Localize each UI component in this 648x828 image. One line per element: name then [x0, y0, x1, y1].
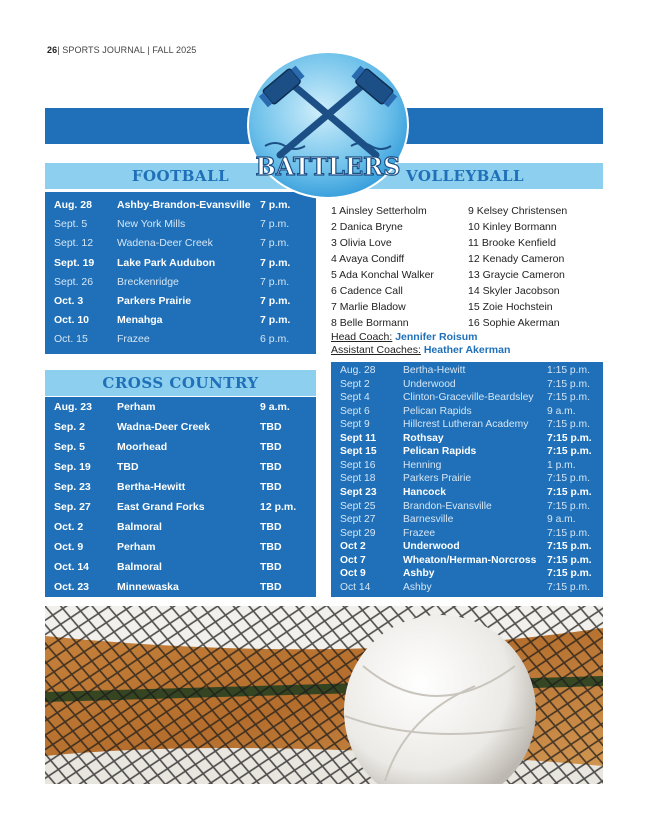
volleyball-opponent: Henning [403, 459, 442, 471]
volleyball-time: 7:15 p.m. [547, 568, 592, 580]
volleyball-row [331, 514, 603, 527]
cross-country-row [45, 441, 316, 455]
volleyball-opponent: Ashby [403, 568, 435, 580]
cross-country-time: TBD [260, 581, 282, 593]
cross-country-date: Sep. 2 [54, 421, 85, 433]
logo-wordmark: BATTLERS [255, 152, 401, 181]
cross-country-row [45, 561, 316, 575]
football-date: Sept. 19 [54, 256, 95, 269]
page-number: 26 [47, 45, 58, 55]
volleyball-date: Sept 25 [340, 500, 376, 512]
volleyball-date: Sept 11 [340, 432, 377, 444]
volleyball-time: 7:15 p.m. [547, 432, 592, 444]
football-title: FOOTBALL [131, 167, 230, 185]
volleyball-opponent: Underwood [403, 378, 456, 390]
volleyball-date: Oct 7 [340, 554, 366, 566]
football-time: 7 p.m. [260, 237, 290, 250]
football-time: 7 p.m. [260, 256, 291, 269]
volleyball-opponent: Pelican Rapids [403, 405, 472, 417]
cross-country-date: Oct. 23 [54, 581, 90, 593]
volleyball-time: 7:15 p.m. [547, 392, 590, 404]
roster-player: 14 Skyler Jacobson [468, 285, 560, 297]
football-date: Oct. 10 [54, 314, 90, 327]
football-date: Sept. 12 [54, 237, 94, 250]
volleyball-date: Sept 6 [340, 405, 370, 417]
roster-player: 1 Ainsley Setterholm [331, 205, 427, 217]
volleyball-opponent: Barnesville [403, 514, 454, 526]
cross-country-date: Oct. 9 [54, 541, 84, 553]
cross-country-opponent: Wadna-Deer Creek [117, 421, 210, 433]
roster-player: 13 Graycie Cameron [468, 269, 565, 281]
volleyball-date: Sept 23 [340, 486, 377, 498]
roster-player: 5 Ada Konchal Walker [331, 269, 434, 281]
roster-player: 10 Kinley Bormann [468, 221, 557, 233]
volleyball-date: Sept 18 [340, 473, 376, 485]
cross-country-opponent: Perham [117, 401, 156, 413]
volleyball-time: 7:15 p.m. [547, 500, 590, 512]
roster-player: 12 Kenady Cameron [468, 253, 565, 265]
football-row [45, 257, 316, 271]
volleyball-row [331, 541, 603, 554]
cross-country-time: TBD [260, 421, 282, 433]
cross-country-opponent: Moorhead [117, 441, 168, 453]
volleyball-time: 9 a.m. [547, 405, 576, 417]
cross-country-time: TBD [260, 541, 282, 553]
volleyball-row [331, 528, 603, 541]
cross-country-row [45, 421, 316, 435]
volleyball-row [331, 433, 603, 446]
cross-country-row [45, 401, 316, 415]
volleyball-row [331, 460, 603, 473]
head-coach-name: Jennifer Roisum [395, 331, 478, 343]
cross-country-row [45, 461, 316, 475]
cross-country-header [45, 370, 316, 396]
volleyball-title: VOLLEYBALL [406, 167, 525, 185]
cross-country-opponent: Balmoral [117, 521, 162, 533]
volleyball-row [331, 555, 603, 568]
volleyball-time: 1 p.m. [547, 459, 576, 471]
volleyball-opponent: Frazee [403, 527, 436, 539]
page-folio [47, 45, 196, 55]
cross-country-date: Sep. 19 [54, 461, 91, 473]
volleyball-time: 7:15 p.m. [547, 419, 590, 431]
volleyball-row [331, 365, 603, 378]
roster-player: 16 Sophie Akerman [468, 317, 560, 329]
football-time: 7 p.m. [260, 295, 291, 307]
volleyball-row [331, 392, 603, 405]
volleyball-opponent: Parkers Prairie [403, 473, 472, 485]
football-time: 7 p.m. [260, 314, 291, 327]
roster-player: 7 Marlie Bladow [331, 301, 406, 313]
volleyball-opponent: Rothsay [403, 432, 444, 444]
football-opponent: Wadena-Deer Creek [117, 237, 213, 250]
volleyball-time: 7:15 p.m. [547, 486, 592, 498]
cross-country-date: Sep. 5 [54, 441, 85, 453]
roster-player: 15 Zoie Hochstein [468, 301, 553, 313]
football-opponent: Parkers Prairie [117, 295, 192, 307]
volleyball-date: Sept 2 [340, 378, 370, 390]
football-opponent: Lake Park Audubon [117, 256, 216, 269]
football-date: Aug. 28 [54, 199, 92, 211]
football-date: Sept. 5 [54, 218, 88, 231]
cross-country-opponent: East Grand Forks [117, 501, 205, 513]
football-row [45, 218, 316, 232]
volleyball-date: Sept 27 [340, 514, 376, 526]
volleyball-row [331, 446, 603, 459]
volleyball-opponent: Bertha-Hewitt [403, 365, 466, 376]
football-time: 6 p.m. [260, 333, 290, 346]
cross-country-time: TBD [260, 561, 282, 573]
football-time: 7 p.m. [260, 199, 291, 211]
battlers-logo [245, 50, 411, 200]
cross-country-date: Sep. 23 [54, 481, 91, 493]
volleyball-time: 7:15 p.m. [547, 541, 592, 553]
volleyball-opponent: Ashby [403, 581, 432, 593]
volleyball-opponent: Underwood [403, 541, 460, 553]
volleyball-opponent: Hillcrest Lutheran Academy [403, 419, 529, 431]
head-coach-line [331, 331, 478, 343]
assistant-coach-line [331, 344, 510, 356]
cross-country-opponent: Bertha-Hewitt [117, 481, 186, 493]
volleyball-header [400, 163, 603, 189]
football-row [45, 333, 316, 347]
football-opponent: New York Mills [117, 218, 186, 231]
cross-country-time: 12 p.m. [260, 501, 297, 513]
volleyball-row [331, 406, 603, 419]
cross-country-schedule [45, 397, 316, 597]
volleyball-row [331, 501, 603, 514]
roster-player: 9 Kelsey Christensen [468, 205, 568, 217]
volleyball-row [331, 487, 603, 500]
volleyball-time: 7:15 p.m. [547, 378, 590, 390]
roster-player: 11 Brooke Kenfield [468, 237, 556, 249]
cross-country-row [45, 521, 316, 535]
volleyball-row [331, 568, 603, 581]
volleyball-date: Sept 9 [340, 419, 370, 431]
roster-player: 2 Danica Bryne [331, 221, 403, 233]
football-row [45, 199, 316, 213]
folio-text: | SPORTS JOURNAL | FALL 2025 [57, 45, 197, 55]
volleyball-time: 7:15 p.m. [547, 473, 590, 485]
football-date: Sept. 26 [54, 275, 94, 288]
volleyball-row [331, 419, 603, 432]
cross-country-opponent: TBD [117, 461, 139, 473]
football-row [45, 295, 316, 309]
volleyball-opponent: Wheaton/Herman-Norcross [403, 554, 537, 566]
cross-country-opponent: Balmoral [117, 561, 162, 573]
volleyball-date: Sept 15 [340, 446, 377, 458]
cross-country-title: CROSS COUNTRY [102, 374, 259, 392]
football-opponent: Frazee [117, 333, 150, 346]
volleyball-opponent: Pelican Rapids [403, 446, 477, 458]
cross-country-time: 9 a.m. [260, 401, 290, 413]
roster-player: 8 Belle Bormann [331, 317, 409, 329]
volleyball-date: Oct 14 [340, 581, 371, 593]
football-time: 7 p.m. [260, 218, 290, 231]
volleyball-date: Aug. 28 [340, 365, 376, 376]
football-opponent: Breckenridge [117, 275, 179, 288]
volleyball-time: 9 a.m. [547, 514, 576, 526]
assistant-coach-name: Heather Akerman [423, 344, 511, 356]
roster-player: 6 Cadence Call [331, 285, 403, 297]
football-time: 7 p.m. [260, 275, 290, 288]
volleyball-row [331, 473, 603, 486]
volleyball-time: 7:15 p.m. [547, 554, 592, 566]
cross-country-time: TBD [260, 461, 282, 473]
head-coach-label: Head Coach: [331, 331, 393, 343]
volleyball-opponent: Brandon-Evansville [403, 500, 492, 512]
volleyball-opponent: Hancock [403, 486, 446, 498]
volleyball-schedule [331, 362, 603, 597]
cross-country-row [45, 541, 316, 555]
volleyball-time: 7:15 p.m. [547, 527, 590, 539]
cross-country-row [45, 481, 316, 495]
volleyball-time: 7:15 p.m. [547, 446, 592, 458]
cross-country-date: Oct. 2 [54, 521, 84, 533]
football-date: Oct. 15 [54, 333, 88, 346]
roster-player: 3 Olivia Love [331, 237, 392, 249]
cross-country-time: TBD [260, 521, 282, 533]
volleyball-date: Oct 9 [340, 568, 366, 580]
volleyball-date: Sept 4 [340, 392, 370, 404]
football-row [45, 237, 316, 251]
cross-country-time: TBD [260, 441, 282, 453]
volleyball-time: 7:15 p.m. [547, 581, 590, 593]
football-row [45, 314, 316, 328]
football-row [45, 276, 316, 290]
volleyball-opponent: Clinton-Graceville-Beardsley [403, 392, 534, 404]
volleyball-date: Sept 16 [340, 459, 376, 471]
volleyball-row [331, 379, 603, 392]
volleyball-row [331, 582, 603, 595]
football-opponent: Ashby-Brandon-Evansville [117, 199, 251, 211]
cross-country-date: Oct. 14 [54, 561, 90, 573]
cross-country-time: TBD [260, 481, 282, 493]
football-opponent: Menahga [117, 314, 163, 327]
football-schedule [45, 192, 316, 354]
roster-player: 4 Avaya Condiff [331, 253, 405, 265]
assistant-coach-label: Assistant Coaches: [331, 344, 421, 356]
cross-country-row [45, 501, 316, 515]
cross-country-date: Sep. 27 [54, 501, 91, 513]
cross-country-opponent: Minnewaska [117, 581, 179, 593]
cross-country-date: Aug. 23 [54, 401, 92, 413]
volleyball-date: Sept 29 [340, 527, 376, 539]
cross-country-row [45, 581, 316, 595]
volleyball-time: 1:15 p.m. [547, 365, 590, 376]
volleyball-date: Oct 2 [340, 541, 366, 553]
volleyball-net-photo [45, 606, 603, 784]
cross-country-opponent: Perham [117, 541, 156, 553]
football-date: Oct. 3 [54, 295, 84, 307]
